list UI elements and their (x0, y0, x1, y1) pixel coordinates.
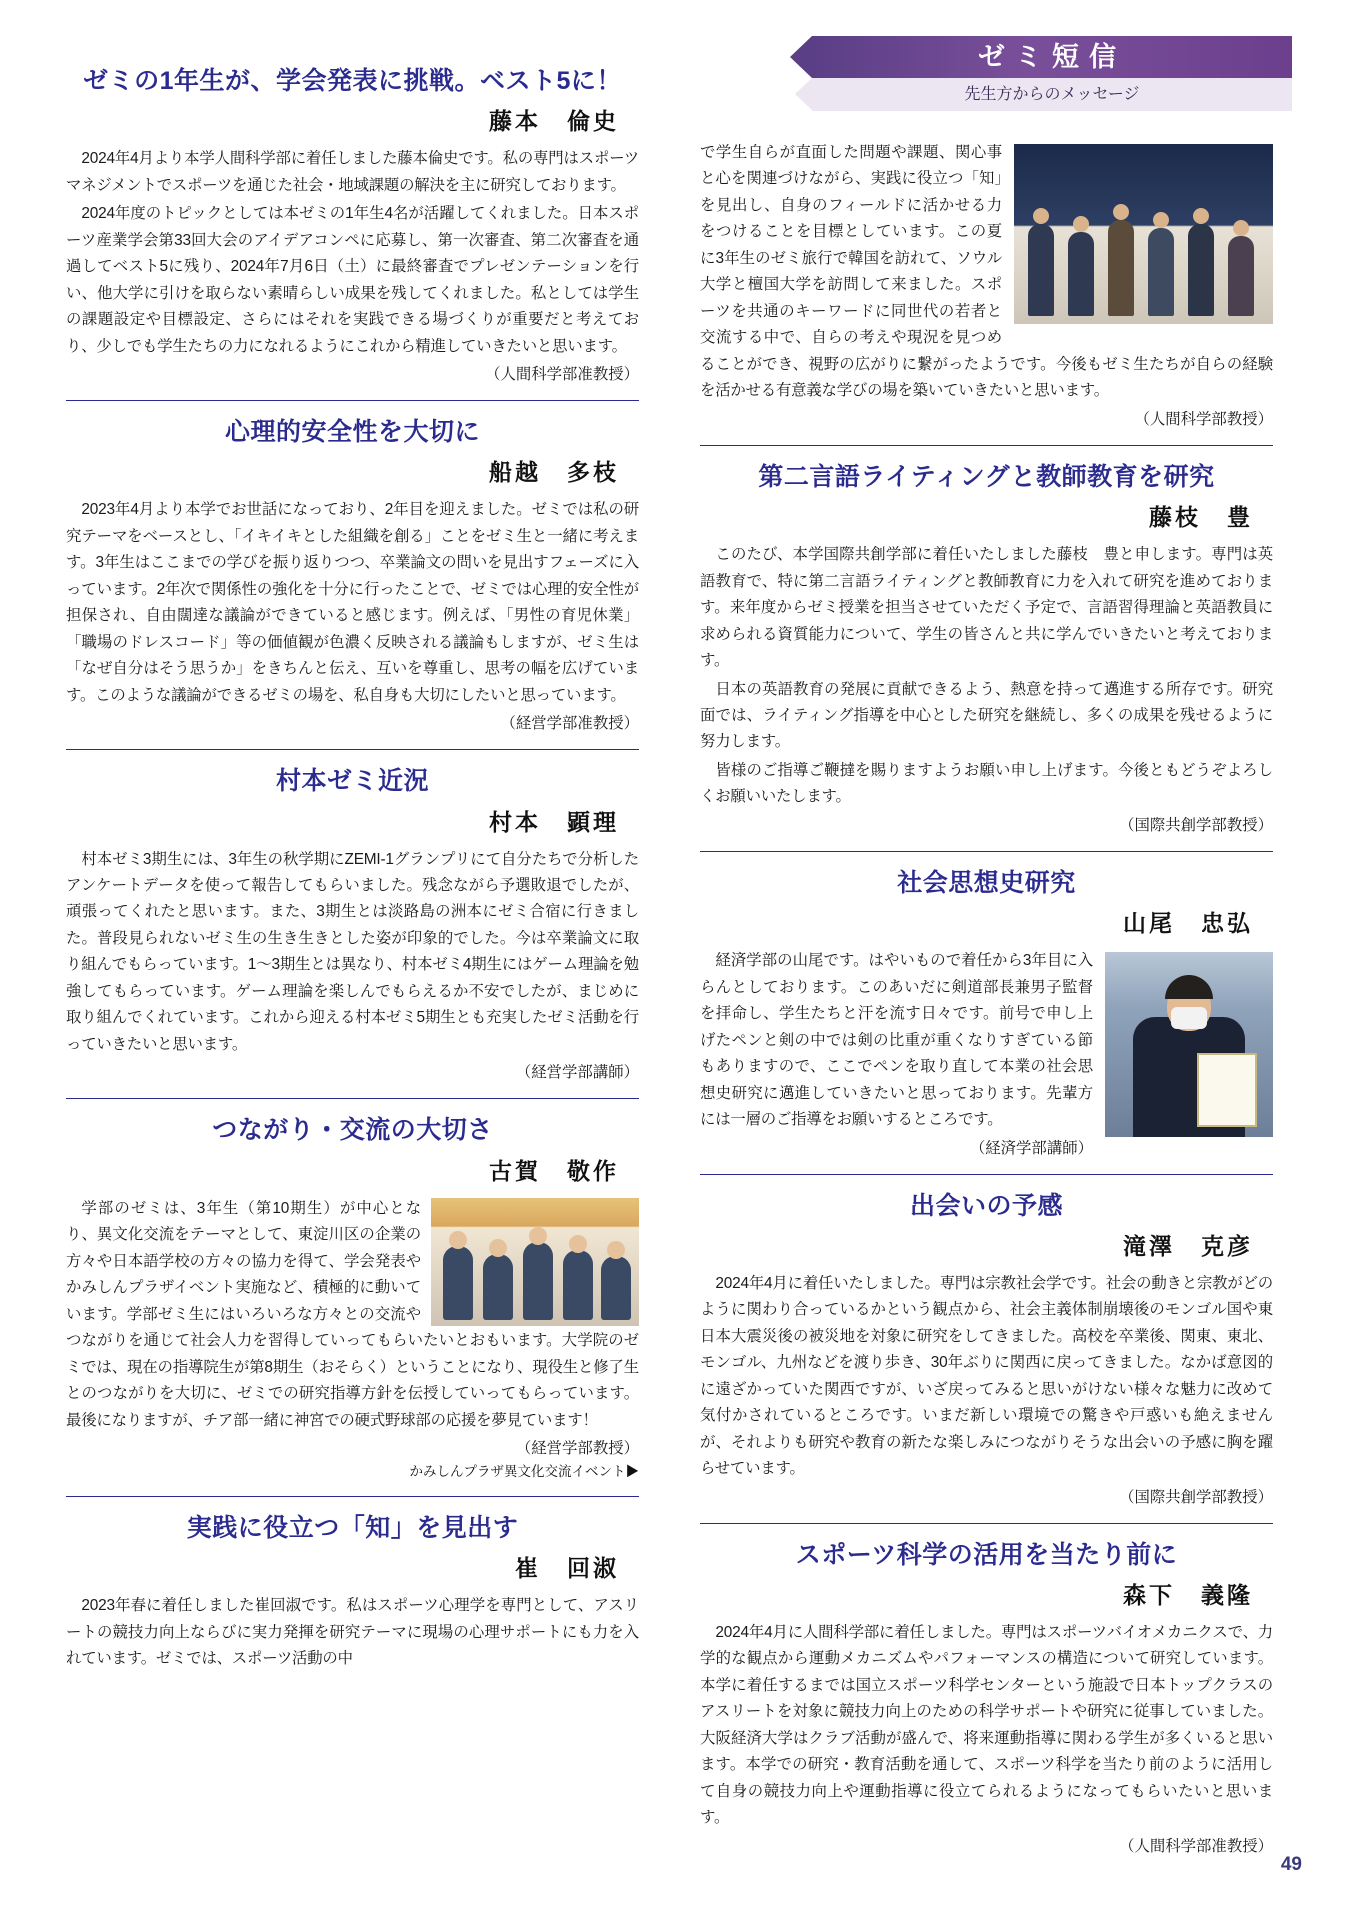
article-title: 心理的安全性を大切に (224, 418, 480, 447)
paragraph: 2023年春に着任しました崔回淑です。私はスポーツ心理学を専門として、アスリートの競技力向上ならびに実力発揮を研究テーマに現場の心理サポートにも力を入れています。ゼミでは、スポーツ活動の中 (66, 1597, 639, 1668)
banner-subtitle: 先生方からのメッセージ (812, 78, 1292, 111)
article-author: 船越 多枝 (489, 459, 619, 486)
article-title: 村本ゼミ近況 (275, 767, 429, 796)
article-body (700, 1271, 1273, 1507)
article-body (66, 497, 639, 733)
article-fujimoto (66, 66, 639, 384)
article-author: 藤枝 豊 (1149, 504, 1253, 531)
article-author: 村本 顕理 (489, 808, 619, 835)
article-body (700, 948, 1273, 1157)
article-title: スポーツ科学の活用を当たり前に (795, 1540, 1178, 1569)
section-banner (812, 36, 1292, 111)
article-body (66, 1593, 639, 1672)
portrait-photo (1105, 952, 1273, 1137)
article-affiliation: （経営学部准教授） (500, 715, 639, 733)
paragraph: このたび、本学国際共創学部に着任いたしました藤枝 豊と申します。専門は英語教育で、特に第二言語ライティングと教師教育に力を入れて研究を進めております。来年度からゼミ授業を担当させていただく予定で、言語習得理論と英語教員に求められる資質能力について、学生の皆さんと共に学んでいきたいと考えております。 (700, 546, 1273, 670)
article-title: 社会思想史研究 (897, 868, 1076, 897)
paragraph: 2024年度のトピックとしては本ゼミの1年生4名が活躍してくれました。日本スポーツ産業学会第33回大会のアイデアコンペに応募し、第一次審査、第二次審査を通過してベスト5に残り、2024年7月6日（土）に最終審査でプレゼンテーションを行い、他大学に引けを取らない素晴らしい成果を残してくれました。私としては学生の課題設定や目標設定、さらにはそれを実践できる場づくりが重要だと考えており、少しでも学生たちの力になれるようにこれから精進していきたいと思います。 (66, 205, 639, 355)
article-affiliation: （国際共創学部教授） (1119, 816, 1273, 834)
paragraph: 2024年4月より本学人間科学部に着任しました藤本倫史です。私の専門はスポーツマネジメントでスポーツを通じた社会・地域課題の解決を主に研究しております。 (66, 150, 639, 194)
article-title: 第二言語ライティングと教師教育を研究 (758, 462, 1215, 491)
article-muramoto (66, 766, 639, 1082)
article-choi (66, 1513, 639, 1673)
photo-caption: かみしんプラザ異文化交流イベント▶ (409, 1463, 639, 1479)
article-affiliation: （国際共創学部教授） (1119, 1488, 1273, 1506)
article-author: 崔 回淑 (515, 1555, 619, 1582)
banner-title: ゼミ短信 (812, 36, 1292, 78)
article-affiliation: （人間科学部准教授） (1119, 1837, 1273, 1855)
article-affiliation: （経済学部講師） (969, 1139, 1093, 1157)
article-choi-continued (700, 140, 1273, 429)
article-body (700, 542, 1273, 835)
article-fujieda (700, 462, 1273, 835)
divider (700, 851, 1273, 852)
article-body (700, 140, 1273, 429)
left-column (66, 66, 639, 1677)
article-koga (66, 1115, 639, 1480)
paragraph: で学生自らが直面した問題や課題、関心事と心を関連づけながら、実践に役立つ「知」を見出し、自身のフィールドに活かせる力をつけることを目標としています。この夏に3年生のゼミ旅行で韓国を訪れて、ソウル大学と檀国大学を訪問して来ました。スポーツを共通のキーワードに同世代の若者と交流する中で、自らの考えや現況を見つめることができ、視野の広がりに繋がったようです。今後もゼミ生たちが自らの経験を活かせる有意義な学びの場を築いていきたいと思います。 (700, 144, 1273, 400)
paragraph: 村本ゼミ3期生には、3年生の秋学期にZEMI-1グランプリにて自分たちで分析したアンケートデータを使って報告してもらいました。残念ながら予選敗退でしたが、頑張ってくれたと思います。また、3期生とは淡路島の洲本にゼミ合宿に行きました。普段見られないゼミ生の生き生きとした姿が印象的でした。今は卒業論文に取り組んでもらっています。1～3期生とは異なり、村本ゼミ4期生にはゲーム理論を勉強してもらっています。ゲーム理論を楽しんでもらえるか不安でしたが、まじめに取り組んでくれています。これから迎える村本ゼミ5期生とも充実したゼミ活動を行っていきたいと思います。 (66, 850, 639, 1053)
article-author: 滝澤 克彦 (1123, 1232, 1253, 1259)
divider (700, 1523, 1273, 1524)
divider (66, 749, 639, 750)
paragraph: 2024年4月に人間科学部に着任しました。専門はスポーツバイオメカニクスで、力学的な観点から運動メカニズムやパフォーマンスの構造について研究しています。本学に着任するまでは国立スポーツ科学センターという施設で日本トップクラスのアスリートを対象に競技力向上のための科学サポートや研究に従事していました。大阪経済大学はクラブ活動が盛んで、将来運動指導に関わる学生が多くいると思います。本学での研究・教育活動を通して、スポーツ科学を当たり前のように活用して自身の競技力向上や運動指導に役立てられるようになってもらいたいと思います。 (700, 1623, 1273, 1827)
paragraph: 皆様のご指導ご鞭撻を賜りますようお願い申し上げます。今後ともどうぞよろしくお願いいたします。 (700, 761, 1273, 806)
divider (66, 1496, 639, 1497)
page-number: 49 (1280, 1854, 1302, 1875)
article-body (66, 1196, 639, 1479)
article-title: ゼミの1年生が、学会発表に挑戦。ベスト5に！ (83, 67, 622, 95)
paragraph: 学部のゼミは、3年生（第10期生）が中心となり、異文化交流をテーマとして、東淀川区の企業の方々や日本語学校の方々の協力を得て、学会発表やかみしんプラザイベント実施など、積極的に動いています。学部ゼミ生にはいろいろな方々との交流やつながりを通じて社会人力を習得していってもらいたいとおもいます。大学院のゼミでは、現在の指導院生が第8期生（おそらく）ということになり、現役生と修了生とのつながりを大切に、ゼミでの研究指導方針を伝授していってもらっています。最後になりますが、チア部一緒に神宮での硬式野球部の応援を夢見ています！ (66, 1199, 639, 1429)
article-body (66, 146, 639, 384)
right-column (700, 140, 1273, 1860)
article-affiliation: （人間科学部准教授） (485, 366, 639, 384)
paragraph: 日本の英語教育の発展に貢献できるよう、熱意を持って邁進する所存です。研究面では、ライティング指導を中心とした研究を継続し、多くの成果を残せるように努力します。 (700, 680, 1273, 751)
article-funakoshi (66, 417, 639, 733)
article-body (700, 1620, 1273, 1856)
divider (700, 445, 1273, 446)
article-title: つながり・交流の大切さ (212, 1116, 493, 1145)
article-morishita (700, 1540, 1273, 1856)
article-author: 森下 義隆 (1123, 1581, 1253, 1608)
paragraph: 経済学部の山尾です。はやいもので着任から3年目に入らんとしております。このあいだに剣道部長兼男子監督を拝命し、学生たちと汗を流す日々です。前号で申し上げたペンと剣の中では剣の比重が重くなりすぎている節もありますので、ここでペンを取り直して本業の社会思想史研究に邁進していきたいと思っております。先輩方には一層のご指導をお願いするところです。 (700, 952, 1093, 1129)
article-author: 古賀 敬作 (489, 1157, 619, 1184)
divider (66, 1098, 639, 1099)
paragraph: 2024年4月に着任いたしました。専門は宗教社会学です。社会の動きと宗教がどのように関わり合っているかという観点から、社会主義体制崩壊後のモンゴル国や東日本大震災後の被災地を対象に研究をしてきました。高校を卒業後、関東、東北、モンゴル、九州などを渡り歩き、30年ぶりに関西に戻ってきました。なかば意図的に遠ざかっていた関西ですが、いざ戻ってみると思いがけない様々な魅力に改めて気付かされているところです。いまだ新しい環境での驚きや戸惑いも絶えませんが、それよりも研究や教育の新たな楽しみにつながりそうな出会いの予感に胸を躍らせています。 (700, 1274, 1273, 1478)
article-yamao (700, 868, 1273, 1158)
article-affiliation: （経営学部教授） (515, 1439, 639, 1457)
paragraph: 2023年4月より本学でお世話になっており、2年目を迎えました。ゼミでは私の研究テーマをベースとし、「イキイキとした組織を創る」ことをゼミ生と一緒に考えます。3年生はここまでの学びを振り返りつつ、卒業論文の問いを見出すフェーズに入っています。2年次で関係性の強化を十分に行ったことで、ゼミでは心理的安全性が担保され、自由闊達な議論ができていると感じます。例えば、「男性の育児休業」「職場のドレスコード」等の価値観が色濃く反映される議論もしますが、ゼミ生は「なぜ自分はそう思うか」をきちんと伝え、互いを尊重し、思考の幅を広げています。このような議論ができるゼミの場を、私自身も大切にしたいと思っています。 (66, 501, 639, 704)
article-takizawa (700, 1191, 1273, 1507)
divider (66, 400, 639, 401)
article-body (66, 847, 639, 1083)
article-author: 山尾 忠弘 (1123, 910, 1253, 937)
divider (700, 1174, 1273, 1175)
article-title: 出会いの予感 (909, 1191, 1063, 1220)
article-affiliation: （経営学部講師） (515, 1064, 639, 1082)
event-photo (431, 1198, 639, 1326)
article-affiliation: （人間科学部教授） (1134, 410, 1273, 428)
article-title: 実践に役立つ「知」を見出す (186, 1513, 519, 1542)
seminar-trip-photo (1014, 144, 1273, 324)
article-author: 藤本 倫史 (489, 108, 619, 135)
